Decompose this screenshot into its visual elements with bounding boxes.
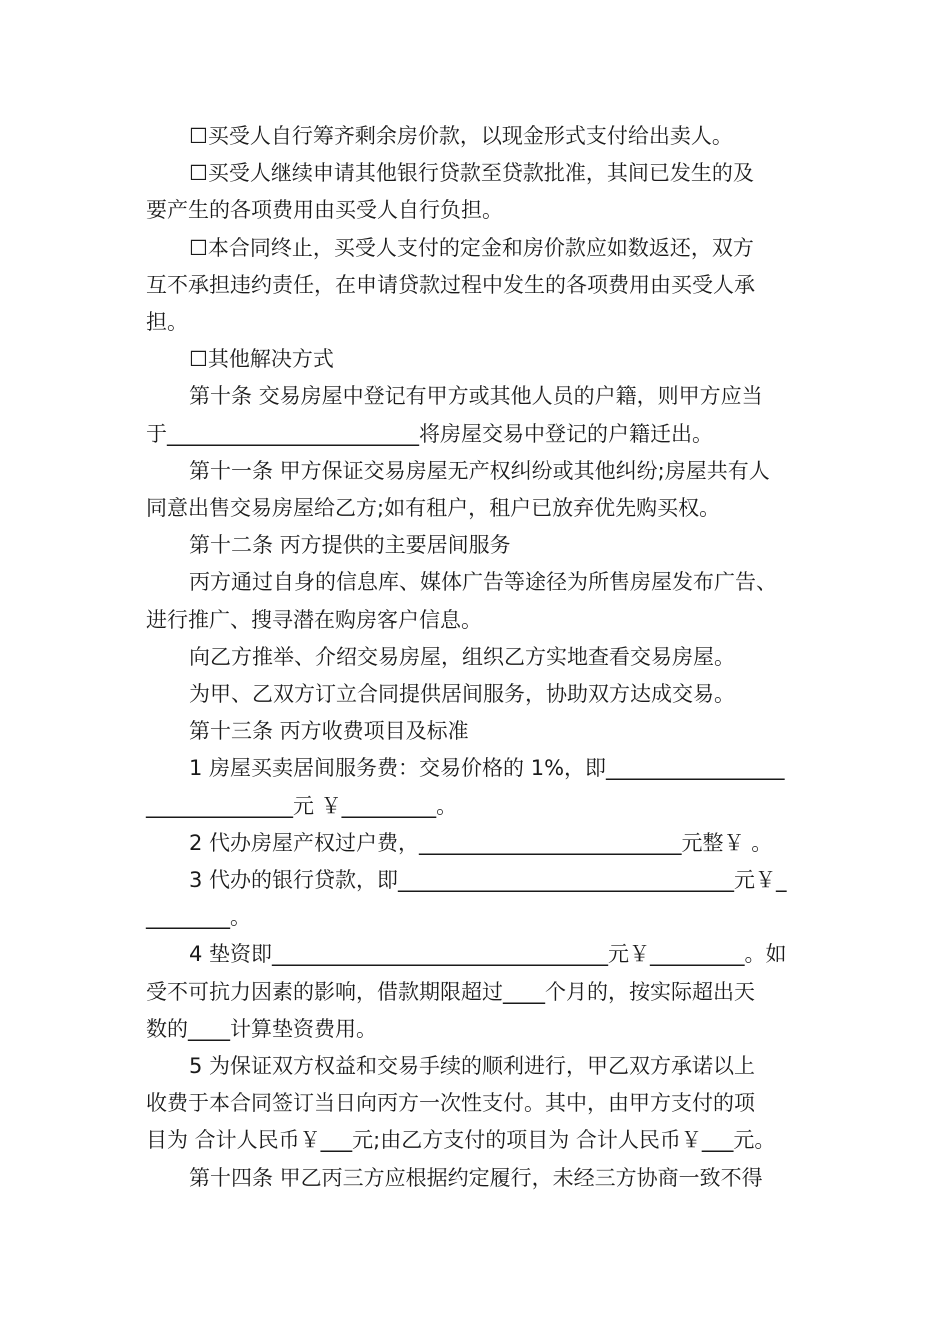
fee-item-4-line: 4 垫资即________________________________元￥_________。如 (189, 942, 787, 967)
clause-10-line: 第十条 交易房屋中登记有甲方或其他人员的户籍，则甲方应当 (189, 384, 763, 409)
fee-item-3-line: 3 代办的银行贷款，即________________________________元￥_ (189, 868, 787, 893)
fee-item-5-line: 5 为保证双方权益和交易手续的顺利进行，甲乙双方承诺以上 (189, 1054, 756, 1079)
clause-13-line: 第十三条 丙方收费项目及标准 (189, 719, 469, 744)
text-line: 进行推广、搜寻潜在购房客户信息。 (146, 607, 482, 632)
fee-item-2-line: 2 代办房屋产权过户费，_________________________元整￥ 。 (189, 830, 773, 855)
text-line: ☐买受人继续申请其他银行贷款至贷款批准，其间已发生的及 (189, 161, 754, 186)
text-line: 丙方通过自身的信息库、媒体广告等途径为所售房屋发布广告、 (189, 570, 777, 595)
clause-11-line: 第十一条 甲方保证交易房屋无产权纠纷或其他纠纷;房屋共有人 (189, 458, 770, 483)
text-line: 于________________________将房屋交易中登记的户籍迁出。 (146, 421, 713, 446)
text-line: 同意出售交易房屋给乙方;如有租户，租户已放弃优先购买权。 (146, 496, 721, 521)
document-body (146, 118, 826, 1197)
text-line: ☐买受人自行筹齐剩余房价款，以现金形式支付给出卖人。 (189, 124, 733, 148)
text-line: ☐本合同终止，买受人支付的定金和房价款应如数返还，双方 (189, 235, 754, 260)
text-line: ________。 (146, 905, 251, 930)
text-line: 向乙方推举、介绍交易房屋，组织乙方实地查看交易房屋。 (189, 644, 735, 669)
text-line: 互不承担违约责任，在申请贷款过程中发生的各项费用由买受人承 (146, 272, 755, 297)
text-line: 要产生的各项费用由买受人自行负担。 (146, 198, 503, 223)
text-line: 担。 (146, 310, 188, 335)
text-line: 收费于本合同签订当日向丙方一次性支付。其中，由甲方支付的项 (146, 1091, 755, 1116)
text-line: 数的____计算垫资费用。 (146, 1016, 377, 1041)
text-line: 目为 合计人民币￥___元;由乙方支付的项目为 合计人民币￥___元。 (146, 1128, 776, 1153)
clause-14-line: 第十四条 甲乙丙三方应根据约定履行，未经三方协商一致不得 (189, 1165, 763, 1190)
text-line: ☐其他解决方式 (189, 347, 334, 372)
fee-item-1-line: 1 房屋买卖居间服务费：交易价格的 1%，即_________________ (189, 756, 785, 781)
text-line: ______________元 ￥_________。 (146, 793, 458, 818)
text-line: 为甲、乙双方订立合同提供居间服务，协助双方达成交易。 (189, 682, 735, 707)
text-line: 受不可抗力因素的影响，借款期限超过____个月的，按实际超出天 (146, 979, 755, 1004)
clause-12-line: 第十二条 丙方提供的主要居间服务 (189, 533, 511, 558)
